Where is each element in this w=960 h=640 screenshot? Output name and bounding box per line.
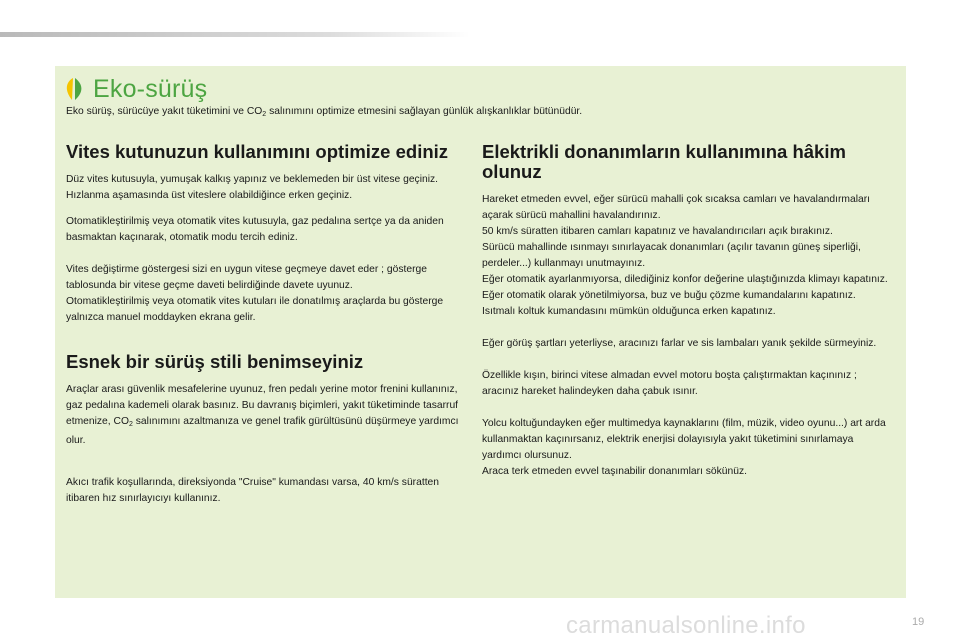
paragraph: Düz vites kutusuyla, yumuşak kalkış yapınız ve beklemeden bir üst vitese geçiniz. Hızlanma aşamasında üst viteslere olabildiğince erken geçiniz. [66,174,439,201]
left-column [66,142,474,507]
intro-text [66,105,896,122]
paragraph: Hareket etmeden evvel, eğer sürücü mahalli çok sıcaksa camları ve havalandırmaları açarak sürücü mahallini havalandırınız. [482,194,871,221]
paragraph: Eğer görüş şartları yeterliyse, aracınızı farlar ve sis lambaları yanık şekilde sürmeyiniz. [482,338,877,349]
heading-gearbox: Vites kutunuzun kullanımını optimize ediniz [66,141,449,162]
paragraph: Sürücü mahallinde ısınmayı sınırlayacak donanımları (açılır tavanın güneş siperliği, perdeler...) kullanmayı unutmayınız. [482,242,861,269]
paragraph: Isıtmalı koltuk kumandasını mümkün olduğunca erken kapatınız. [482,306,776,317]
paragraph: Akıcı trafik koşullarında, direksiyonda "Cruise" kumandası varsa, 40 km/s süratten itibaren hız sınırlayıcıyı kullanınız. [66,477,440,504]
paragraph: Vites değiştirme göstergesi sizi en uygun vitese geçmeye davet eder ; gösterge tablosunda bir vitese geçme daveti belirdiğinde davete uyunuz. [66,264,427,291]
paragraph: Otomatikleştirilmiş veya otomatik vites kutusuyla, gaz pedalına sertçe ya da aniden basmaktan kaçınarak, otomatik modu tercih ediniz. [66,216,444,243]
heading-electrical: Elektrikli donanımların kullanımına hâkim olunuz [482,141,846,182]
paragraph [66,382,474,449]
intro-text-part: Eko sürüş, sürücüye yakıt tüketimini ve CO [66,106,263,117]
header-decor-bar [0,32,470,37]
paragraph-part: salınımını azaltmanıza ve genel trafik gürültüsünü düşürmeye yardımcı olur. [66,416,459,446]
paragraph: Yolcu koltuğundayken eğer multimedya kaynaklarını (film, müzik, video oyunu...) art arda kullanmaktan kaçınırsanız, elektrik enerjisi dolayısıyla yakıt tüketimini sınırlamaya yardımcı olursunuz. [482,418,886,461]
paragraph-part: Araçlar arası güvenlik mesafelerine uyunuz, fren pedalı yerine motor frenini kullanınız, gaz pedalına kademeli olarak basınız. Bu davranış biçimleri, yakıt tüketiminde tasarruf etmenize, CO [66,384,459,427]
paragraph: Eğer otomatik ayarlanmıyorsa, dilediğiniz konfor değerine ulaştığınızda klimayı kapatınız. [482,274,888,285]
intro-text-part: salınımını optimize etmesini sağlayan günlük alışkanlıklar bütünüdür. [266,106,583,117]
page-number: 19 [912,616,925,628]
paragraph: Özellikle kışın, birinci vitese almadan evvel motoru boşta çalıştırmaktan kaçınınız ; aracınız hareket halindeyken daha çabuk ısınır. [482,370,857,397]
eco-leaf-icon [63,76,85,102]
right-column [482,142,892,480]
paragraph: 50 km/s süratten itibaren camları kapatınız ve havalandırıcıları açık bırakınız. [482,226,833,237]
section-title-row [63,73,207,105]
heading-driving-style: Esnek bir sürüş stili benimseyiniz [66,351,364,372]
paragraph: Eğer otomatik olarak yönetilmiyorsa, buz ve buğu çözme kumandalarını kapatınız. [482,290,856,301]
page-title: Eko-sürüş [93,74,208,103]
paragraph: Otomatikleştirilmiş veya otomatik vites kutuları ile donatılmış araçlarda bu gösterge yalnızca manuel moddayken ekrana gelir. [66,296,444,323]
co2-subscript: 2 [262,111,267,118]
co2-subscript: 2 [128,421,133,428]
paragraph: Araca terk etmeden evvel taşınabilir donanımları sökünüz. [482,466,747,477]
watermark: carmanualsonline.info [566,612,806,639]
